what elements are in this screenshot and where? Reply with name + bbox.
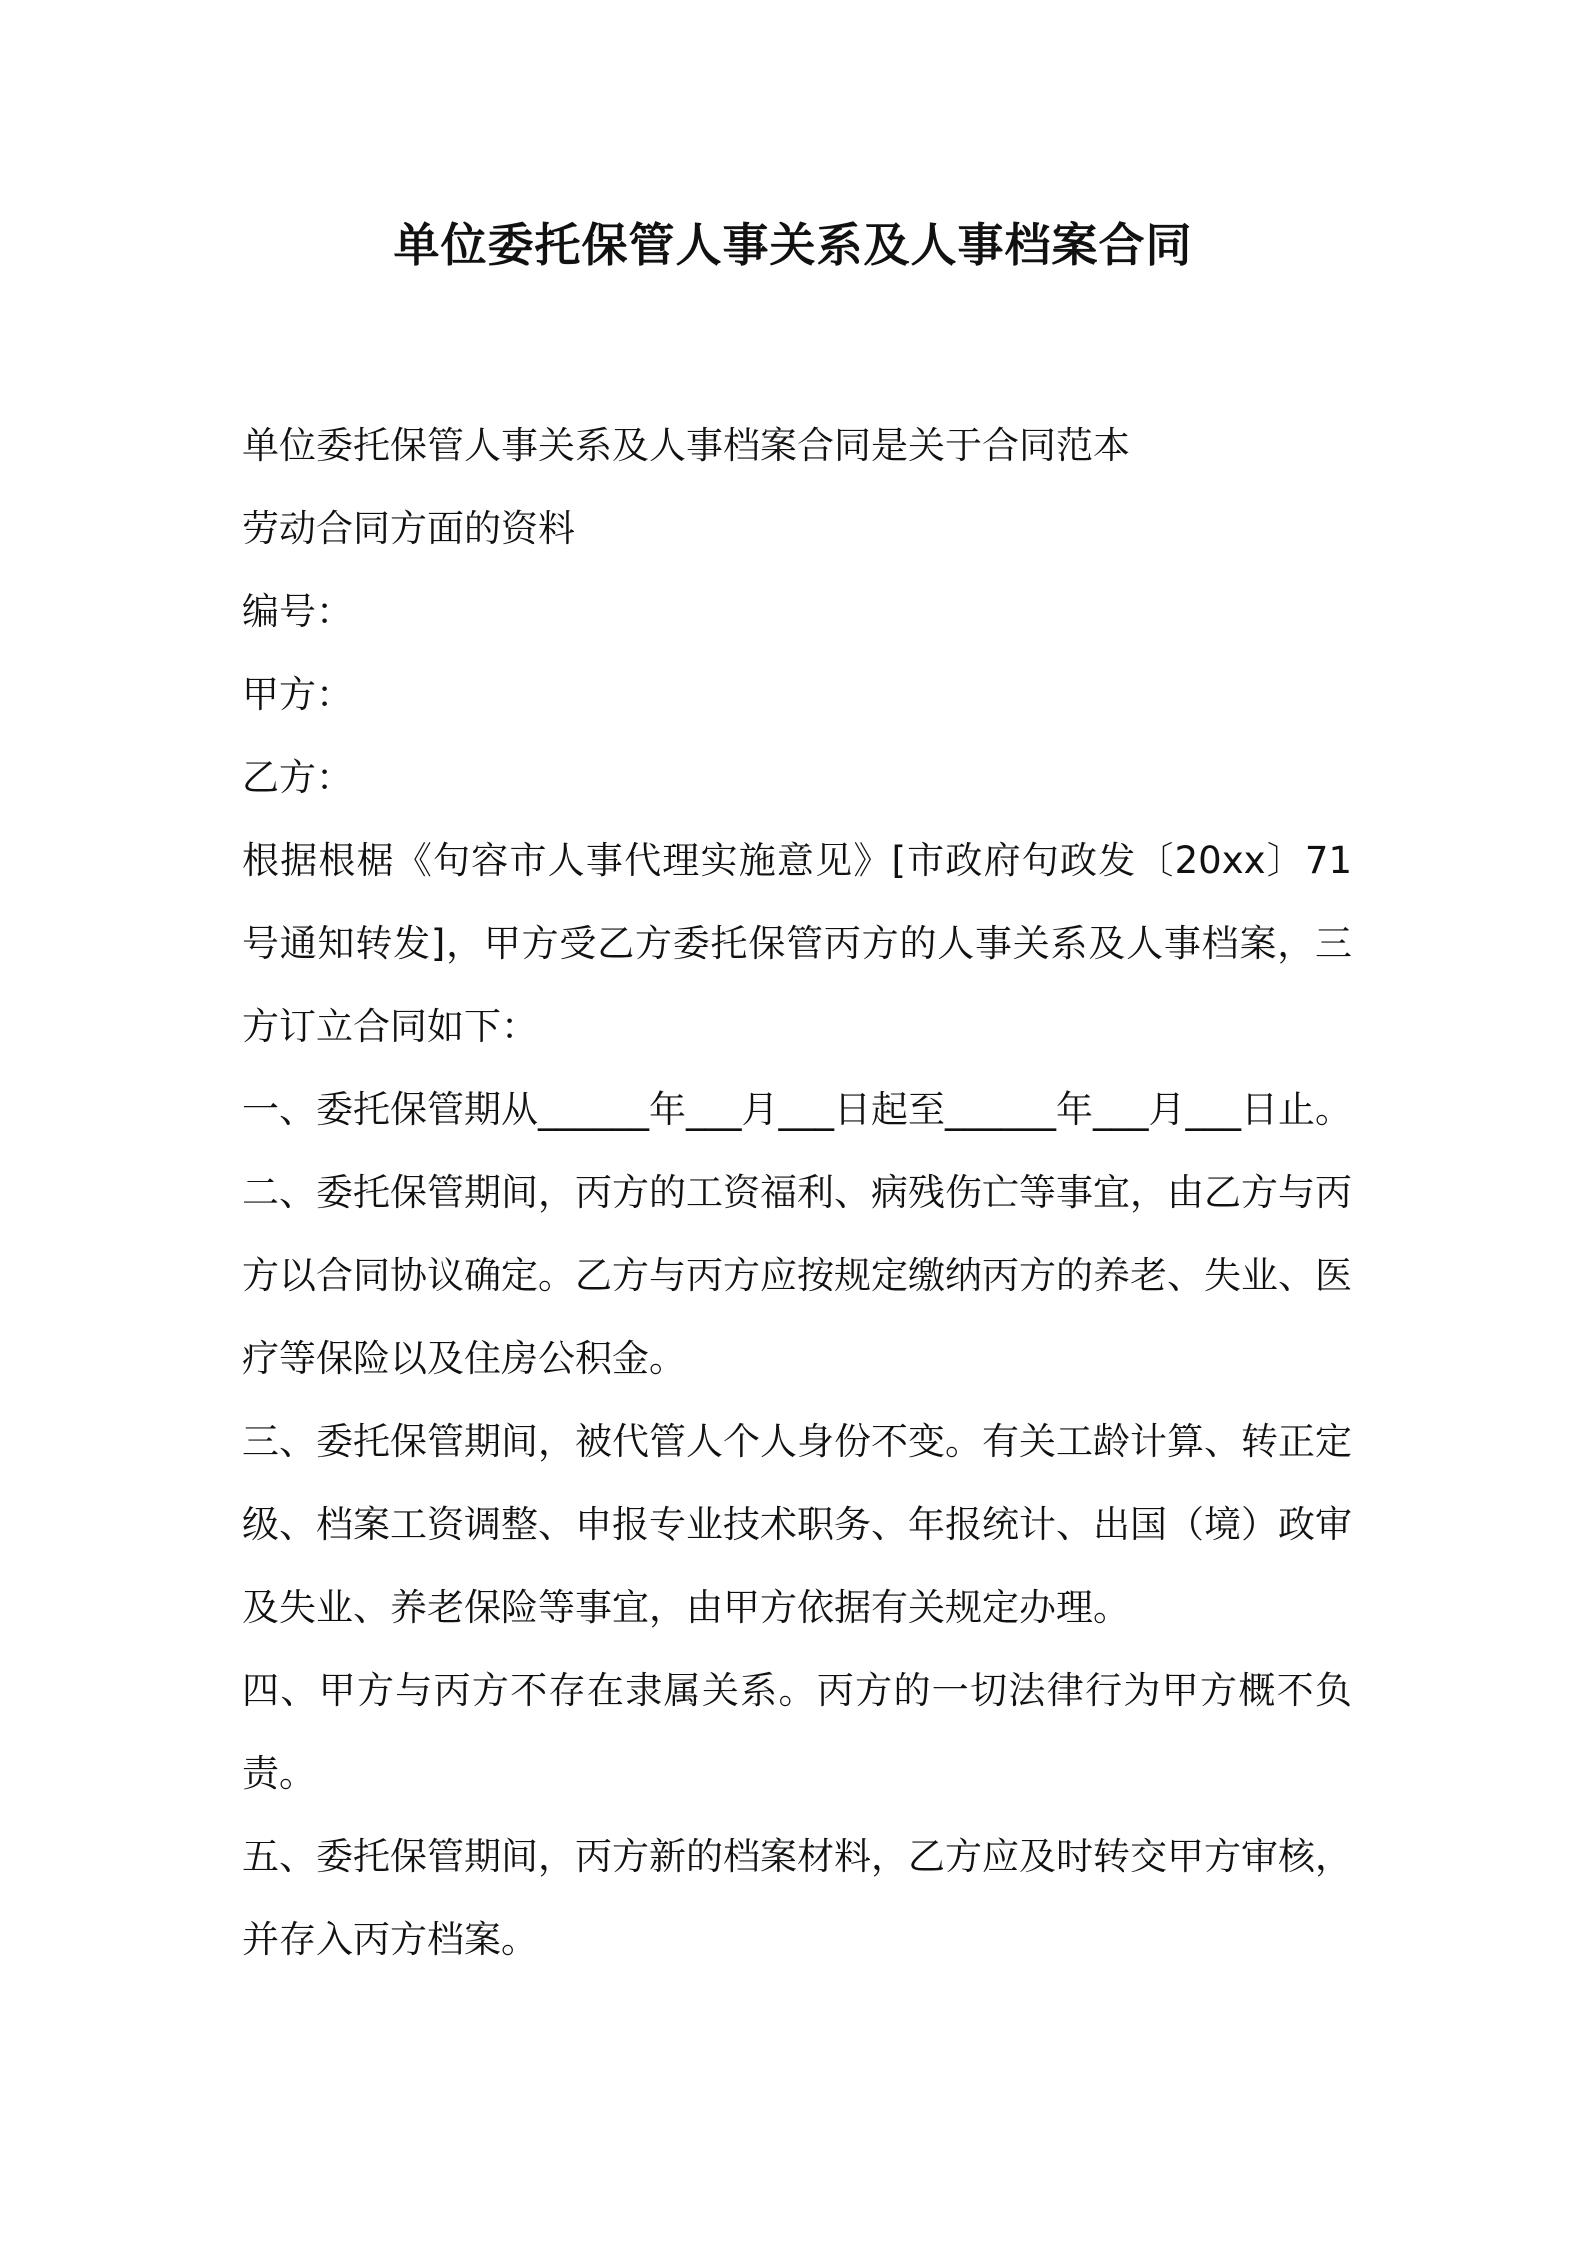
document-body bbox=[242, 404, 1352, 1981]
clause-2: 二、委托保管期间，丙方的工资福利、病残伤亡等事宜，由乙方与丙方以合同协议确定。乙方与丙方应按规定缴纳丙方的养老、失业、医疗等保险以及住房公积金。 bbox=[242, 1171, 1352, 1380]
intro-line-2: 劳动合同方面的资料 bbox=[242, 507, 575, 550]
clause-5: 五、委托保管期间，丙方新的档案材料，乙方应及时转交甲方审核，并存入丙方档案。 bbox=[242, 1835, 1352, 1961]
preamble-paragraph: 根据根椐《句容市人事代理实施意见》[市政府句政发〔20xx〕71号通知转发]，甲方受乙方委托保管丙方的人事关系及人事档案，三方订立合同如下： bbox=[242, 839, 1352, 1048]
field-party-a: 甲方： bbox=[242, 673, 353, 716]
clause-3: 三、委托保管期间，被代管人个人身份不变。有关工龄计算、转正定级、档案工资调整、申报专业技术职务、年报统计、出国（境）政审及失业、养老保险等事宜，由甲方依据有关规定办理。 bbox=[242, 1420, 1352, 1629]
clause-1: 一、委托保管期从______年___月___日起至______年___月___日止。 bbox=[242, 1088, 1352, 1131]
clause-4: 四、甲方与丙方不存在隶属关系。丙方的一切法律行为甲方概不负责。 bbox=[242, 1669, 1352, 1795]
intro-line-1: 单位委托保管人事关系及人事档案合同是关于合同范本 bbox=[242, 424, 1130, 467]
field-number: 编号： bbox=[242, 590, 353, 633]
document-title: 单位委托保管人事关系及人事档案合同 bbox=[393, 218, 1193, 272]
field-party-b: 乙方： bbox=[242, 756, 353, 799]
